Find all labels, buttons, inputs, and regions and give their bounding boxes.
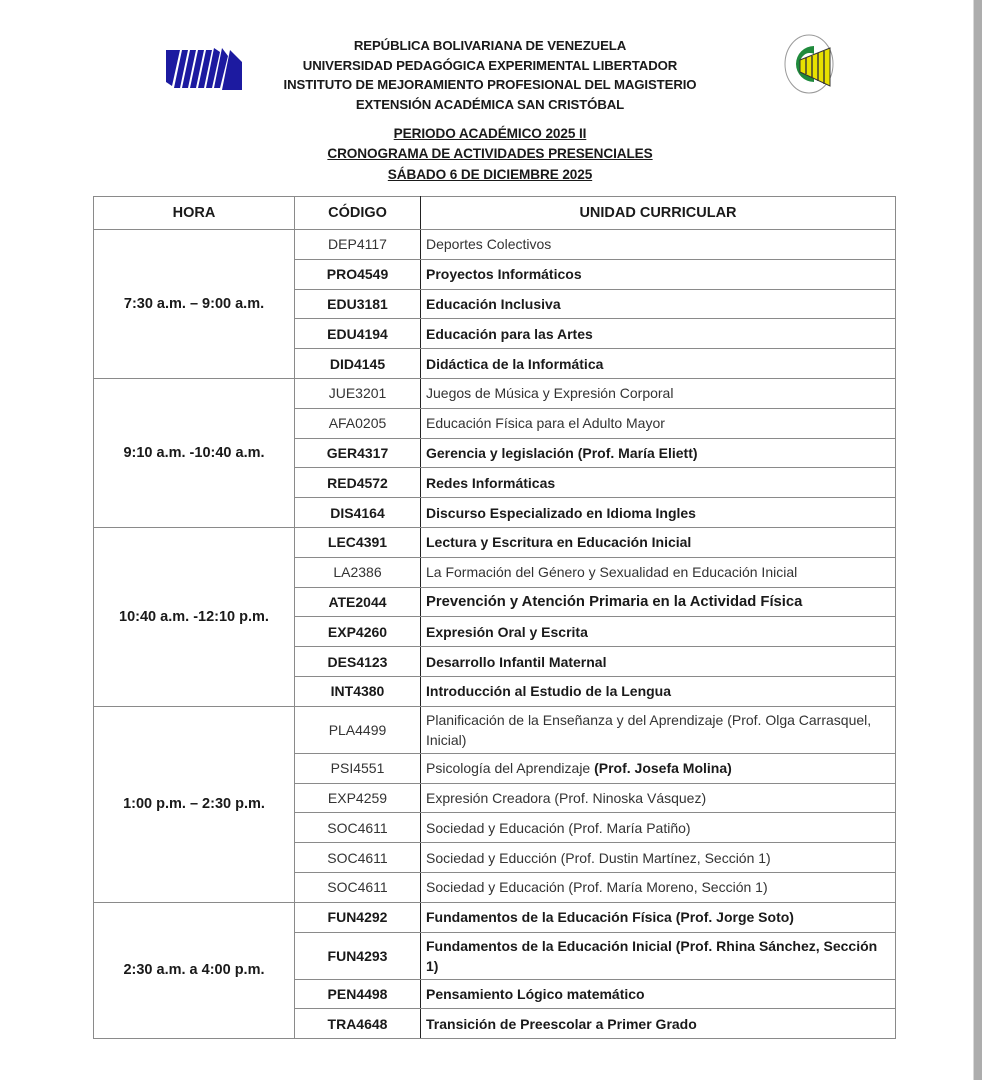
course-name-text: Proyectos Informáticos — [426, 266, 582, 283]
header-line: INSTITUTO DE MEJORAMIENTO PROFESIONAL DEL MAGISTERIO — [283, 77, 697, 92]
course-name — [421, 527, 896, 557]
course-name-text: Didáctica de la Informática — [426, 355, 604, 372]
course-name — [421, 319, 896, 349]
professor-name: (Prof. Josefa Molina) — [594, 760, 732, 777]
course-name-text: Introducción al Estudio de la Lengua — [426, 683, 672, 700]
course-code: RED4572 — [295, 468, 421, 498]
course-name-text: Educación Física para el Adulto Mayor — [426, 415, 665, 432]
course-code: PSI4551 — [295, 753, 421, 783]
course-name-text: Expresión Creadora (Prof. Ninoska Vásquez) — [426, 789, 707, 806]
course-code: SOC4611 — [295, 813, 421, 843]
time-slot: 9:10 a.m. -10:40 a.m. — [94, 378, 295, 527]
course-name — [421, 872, 896, 902]
course-name — [421, 498, 896, 528]
course-name — [421, 783, 896, 813]
course-name — [421, 349, 896, 379]
course-name — [421, 468, 896, 498]
course-code: JUE3201 — [295, 378, 421, 408]
course-name — [421, 438, 896, 468]
schedule-table — [93, 196, 896, 1039]
course-code: LA2386 — [295, 557, 421, 587]
column-header-hora: HORA — [94, 197, 295, 230]
course-code: SOC4611 — [295, 843, 421, 873]
time-slot: 2:30 a.m. a 4:00 p.m. — [94, 902, 295, 1038]
course-code: EDU3181 — [295, 289, 421, 319]
column-header-unidad: UNIDAD CURRICULAR — [421, 197, 896, 230]
course-name-text: Sociedad y Educción (Prof. Dustin Martínez, Sección 1) — [426, 849, 771, 866]
course-name-text: Gerencia y legislación (Prof. María Eliett) — [426, 444, 698, 461]
course-name — [421, 813, 896, 843]
table-row — [94, 706, 896, 753]
course-name-text: Discurso Especializado en Idioma Ingles — [426, 504, 696, 521]
header-line: REPÚBLICA BOLIVARIANA DE VENEZUELA — [353, 38, 627, 53]
course-name-text: Sociedad y Educación (Prof. María Patiño) — [426, 819, 691, 836]
course-code: AFA0205 — [295, 408, 421, 438]
course-name-text: Lectura y Escritura en Educación Inicial — [426, 534, 692, 551]
course-code: GER4317 — [295, 438, 421, 468]
course-code: FUN4293 — [295, 932, 421, 979]
date-title: SÁBADO 6 DE DICIEMBRE 2025 — [387, 166, 593, 182]
course-code: TRA4648 — [295, 1009, 421, 1039]
course-name — [421, 230, 896, 260]
course-code: PRO4549 — [295, 259, 421, 289]
table-row — [94, 378, 896, 408]
course-name — [421, 979, 896, 1009]
table-header-row — [94, 197, 896, 230]
course-code: ATE2044 — [295, 587, 421, 617]
scrollbar-edge — [973, 0, 982, 1080]
course-code: SOC4611 — [295, 872, 421, 902]
course-name — [421, 706, 896, 753]
header-line: EXTENSIÓN ACADÉMICA SAN CRISTÓBAL — [355, 96, 625, 112]
column-header-codigo: CÓDIGO — [295, 197, 421, 230]
upel-logo-icon — [166, 46, 242, 90]
course-name-text: Redes Informáticas — [426, 474, 556, 491]
course-name — [421, 587, 896, 617]
schedule-title: CRONOGRAMA DE ACTIVIDADES PRESENCIALES — [327, 146, 653, 162]
course-code: PLA4499 — [295, 706, 421, 753]
course-name-text: Juegos de Música y Expresión Corporal — [426, 385, 674, 402]
course-code: PEN4498 — [295, 979, 421, 1009]
table-row — [94, 230, 896, 260]
course-code: DID4145 — [295, 349, 421, 379]
course-code: DEP4117 — [295, 230, 421, 260]
course-code: EXP4259 — [295, 783, 421, 813]
course-name-text: Psicología del Aprendizaje — [426, 760, 595, 777]
course-code: EXP4260 — [295, 617, 421, 647]
course-name-text: Sociedad y Educación (Prof. María Moreno, Sección 1) — [426, 879, 768, 896]
course-name-text: Transición de Preescolar a Primer Grado — [426, 1015, 697, 1032]
course-name — [421, 259, 896, 289]
course-name-text: Pensamiento Lógico matemático — [426, 985, 645, 1002]
course-name — [421, 902, 896, 932]
course-name-text: Planificación de la Enseñanza y del Aprendizaje (Prof. Olga Carrasquel, Inicial) — [426, 711, 872, 748]
course-name — [421, 676, 896, 706]
course-code: LEC4391 — [295, 527, 421, 557]
course-name — [421, 753, 896, 783]
period-title: PERIODO ACADÉMICO 2025 II — [393, 126, 587, 141]
course-name — [421, 408, 896, 438]
course-code: EDU4194 — [295, 319, 421, 349]
time-slot: 7:30 a.m. – 9:00 a.m. — [94, 230, 295, 379]
course-code: FUN4292 — [295, 902, 421, 932]
course-name — [421, 647, 896, 677]
course-name — [421, 1009, 896, 1039]
course-name-text: Expresión Oral y Escrita — [426, 623, 588, 640]
course-name — [421, 617, 896, 647]
course-name-text: Fundamentos de la Educación Física (Prof. Jorge Soto) — [426, 909, 794, 926]
course-name-text: Desarrollo Infantil Maternal — [426, 653, 607, 670]
header-line: UNIVERSIDAD PEDAGÓGICA EXPERIMENTAL LIBERTADOR — [302, 57, 678, 73]
institution-header — [240, 36, 740, 114]
time-slot: 1:00 p.m. – 2:30 p.m. — [94, 706, 295, 902]
course-name — [421, 378, 896, 408]
course-name-text: Prevención y Atención Primaria en la Actividad Física — [426, 593, 803, 610]
course-name — [421, 557, 896, 587]
course-code: DIS4164 — [295, 498, 421, 528]
course-name-text: Educación Inclusiva — [426, 295, 561, 312]
course-name-text: La Formación del Género y Sexualidad en Educación Inicial — [426, 564, 798, 581]
course-name — [421, 932, 896, 979]
time-slot: 10:40 a.m. -12:10 p.m. — [94, 527, 295, 706]
course-code: INT4380 — [295, 676, 421, 706]
table-row — [94, 902, 896, 932]
course-code: DES4123 — [295, 647, 421, 677]
course-name-text: Educación para las Artes — [426, 325, 593, 342]
course-name — [421, 843, 896, 873]
document-title — [240, 124, 740, 185]
table-row — [94, 527, 896, 557]
course-name — [421, 289, 896, 319]
ipm-logo-icon — [784, 34, 834, 94]
course-name-text: Deportes Colectivos — [426, 236, 552, 253]
course-name-text: Fundamentos de la Educación Inicial (Prof. Rhina Sánchez, Sección 1) — [426, 937, 878, 974]
